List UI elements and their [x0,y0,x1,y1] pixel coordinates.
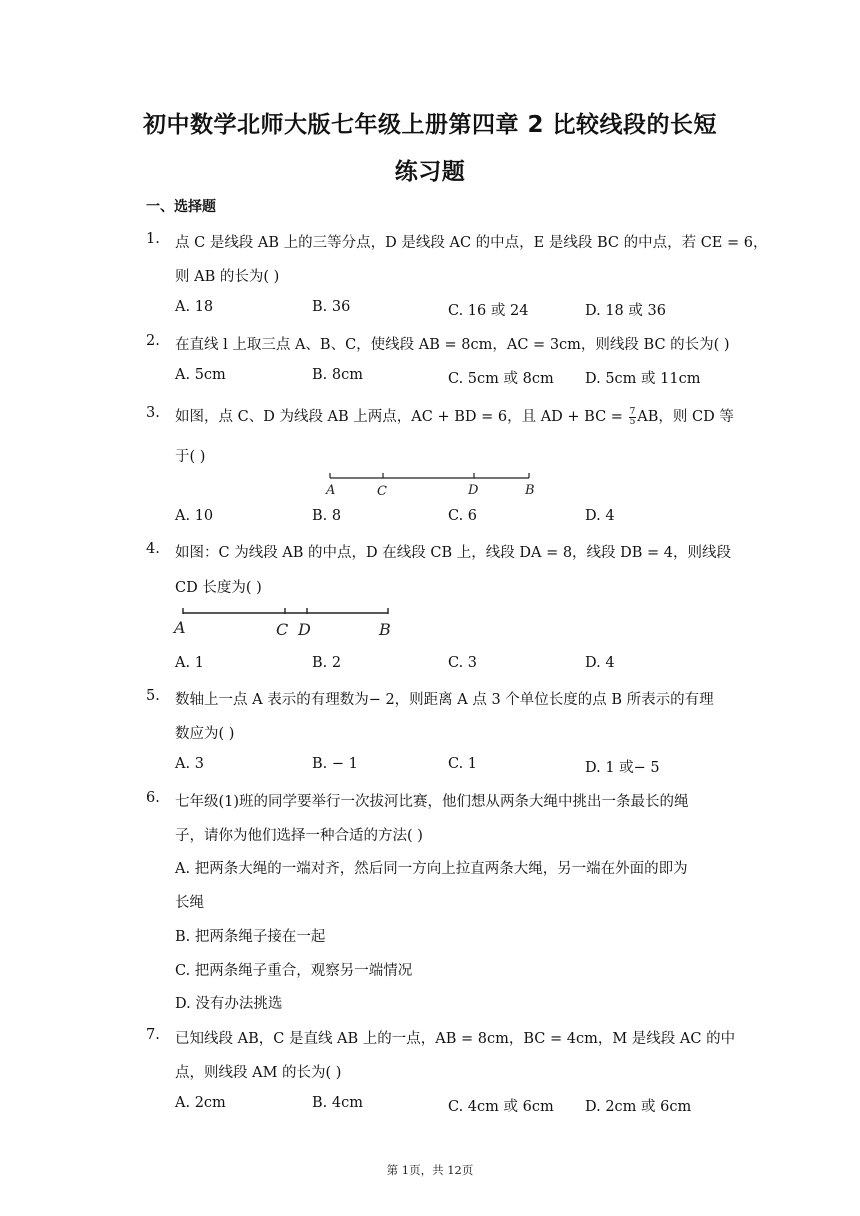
option-b: B. 把两条绳子接在一起 [175,929,326,945]
segment-figure-q4 [170,605,400,641]
option-b: B. − 1 [312,756,358,772]
question-text: 七年级(1)班的同学要举行一次拔河比赛，他们想从两条大绳中挑出一条最长的绳 [175,794,689,810]
question-text: 于( ) [175,449,206,465]
option-a: A. 1 [175,655,204,671]
option-d: D. 5cm 或 11cm [585,371,701,387]
option-a: A. 3 [175,756,204,772]
option-b: B. 8cm [312,367,363,383]
question-number: 5. [146,688,160,704]
question-text: CD 长度为( ) [175,580,262,596]
label-c: C [276,620,289,639]
question-text-part: 如图，点 C、D 为线段 AB 上两点，AC + BD = 6，且 AD + BC = [175,409,628,425]
section-heading: 一、选择题 [146,199,216,215]
question-number: 7. [146,1027,160,1043]
option-b: B. 8 [312,508,342,524]
question-number: 6. [146,790,160,806]
fraction-numerator: 7 [629,406,636,417]
question-text: 数轴上一点 A 表示的有理数为− 2，则距离 A 点 3 个单位长度的点 B 所表示的有理 [175,692,714,708]
label-c: C [377,484,387,499]
option-c: C. 4cm 或 6cm [448,1099,554,1115]
question-number: 4. [146,541,160,557]
question-text: 在直线 l 上取三点 A、B、C，使线段 AB = 8cm，AC = 3cm，则线段 BC 的长为( ) [175,337,730,353]
question-text: 如图：C 为线段 AB 的中点，D 在线段 CB 上，线段 DA = 8，线段 DB = 4，则线段 [175,545,732,561]
option-a: A. 2cm [175,1095,226,1111]
question-text-part: AB，则 CD 等 [637,409,734,425]
question-text: 点 C 是线段 AB 上的三等分点，D 是线段 AC 的中点，E 是线段 BC 的中点，若 CE = 6， [175,235,768,251]
question-number: 2. [146,333,160,349]
question-text: 已知线段 AB，C 是直线 AB 上的一点，AB = 8cm，BC = 4cm，M 是线段 AC 的中 [175,1031,736,1047]
option-d: D. 4 [585,655,615,671]
label-d: D [468,483,479,498]
option-a: A. 5cm [175,367,226,383]
question-text [175,405,734,427]
label-a: A [326,483,336,498]
option-c: C. 1 [448,756,478,772]
fraction [629,408,637,427]
page-title-line2: 练习题 [394,159,466,185]
question-text: 则 AB 的长为( ) [175,269,280,285]
option-c: C. 16 或 24 [448,303,529,319]
label-d: D [298,620,311,639]
option-c: C. 3 [448,655,478,671]
option-d: D. 1 或− 5 [585,760,660,776]
option-c: C. 5cm 或 8cm [448,371,554,387]
option-d: D. 没有办法挑选 [175,996,283,1012]
label-b: B [379,620,391,639]
option-d: D. 4 [585,508,615,524]
question-text: 子，请你为他们选择一种合适的方法( ) [175,828,423,844]
option-b: B. 36 [312,299,351,315]
option-c: C. 把两条绳子重合，观察另一端情况 [175,963,413,979]
page-title-line1: 初中数学北师大版七年级上册第四章 2 比较线段的长短 [142,112,718,138]
question-number: 1. [146,231,160,247]
label-a: A [174,618,186,637]
question-text: 点，则线段 AM 的长为( ) [175,1065,342,1081]
option-d: D. 18 或 36 [585,303,666,319]
option-b: B. 4cm [312,1095,363,1111]
option-a-continued: 长绳 [175,895,204,911]
option-d: D. 2cm 或 6cm [585,1099,692,1115]
label-b: B [525,483,535,498]
question-number: 3. [146,405,160,421]
option-a: A. 18 [175,299,214,315]
option-b: B. 2 [312,655,342,671]
option-a: A. 10 [175,508,214,524]
option-a: A. 把两条大绳的一端对齐，然后同一方向上拉直两条大绳，另一端在外面的即为 [175,861,688,877]
page-footer: 第 1页，共 12页 [386,1163,474,1177]
option-c: C. 6 [448,508,478,524]
question-text: 数应为( ) [175,726,235,742]
fraction-denominator: 5 [629,416,636,427]
segment-figure-q3 [320,470,550,502]
